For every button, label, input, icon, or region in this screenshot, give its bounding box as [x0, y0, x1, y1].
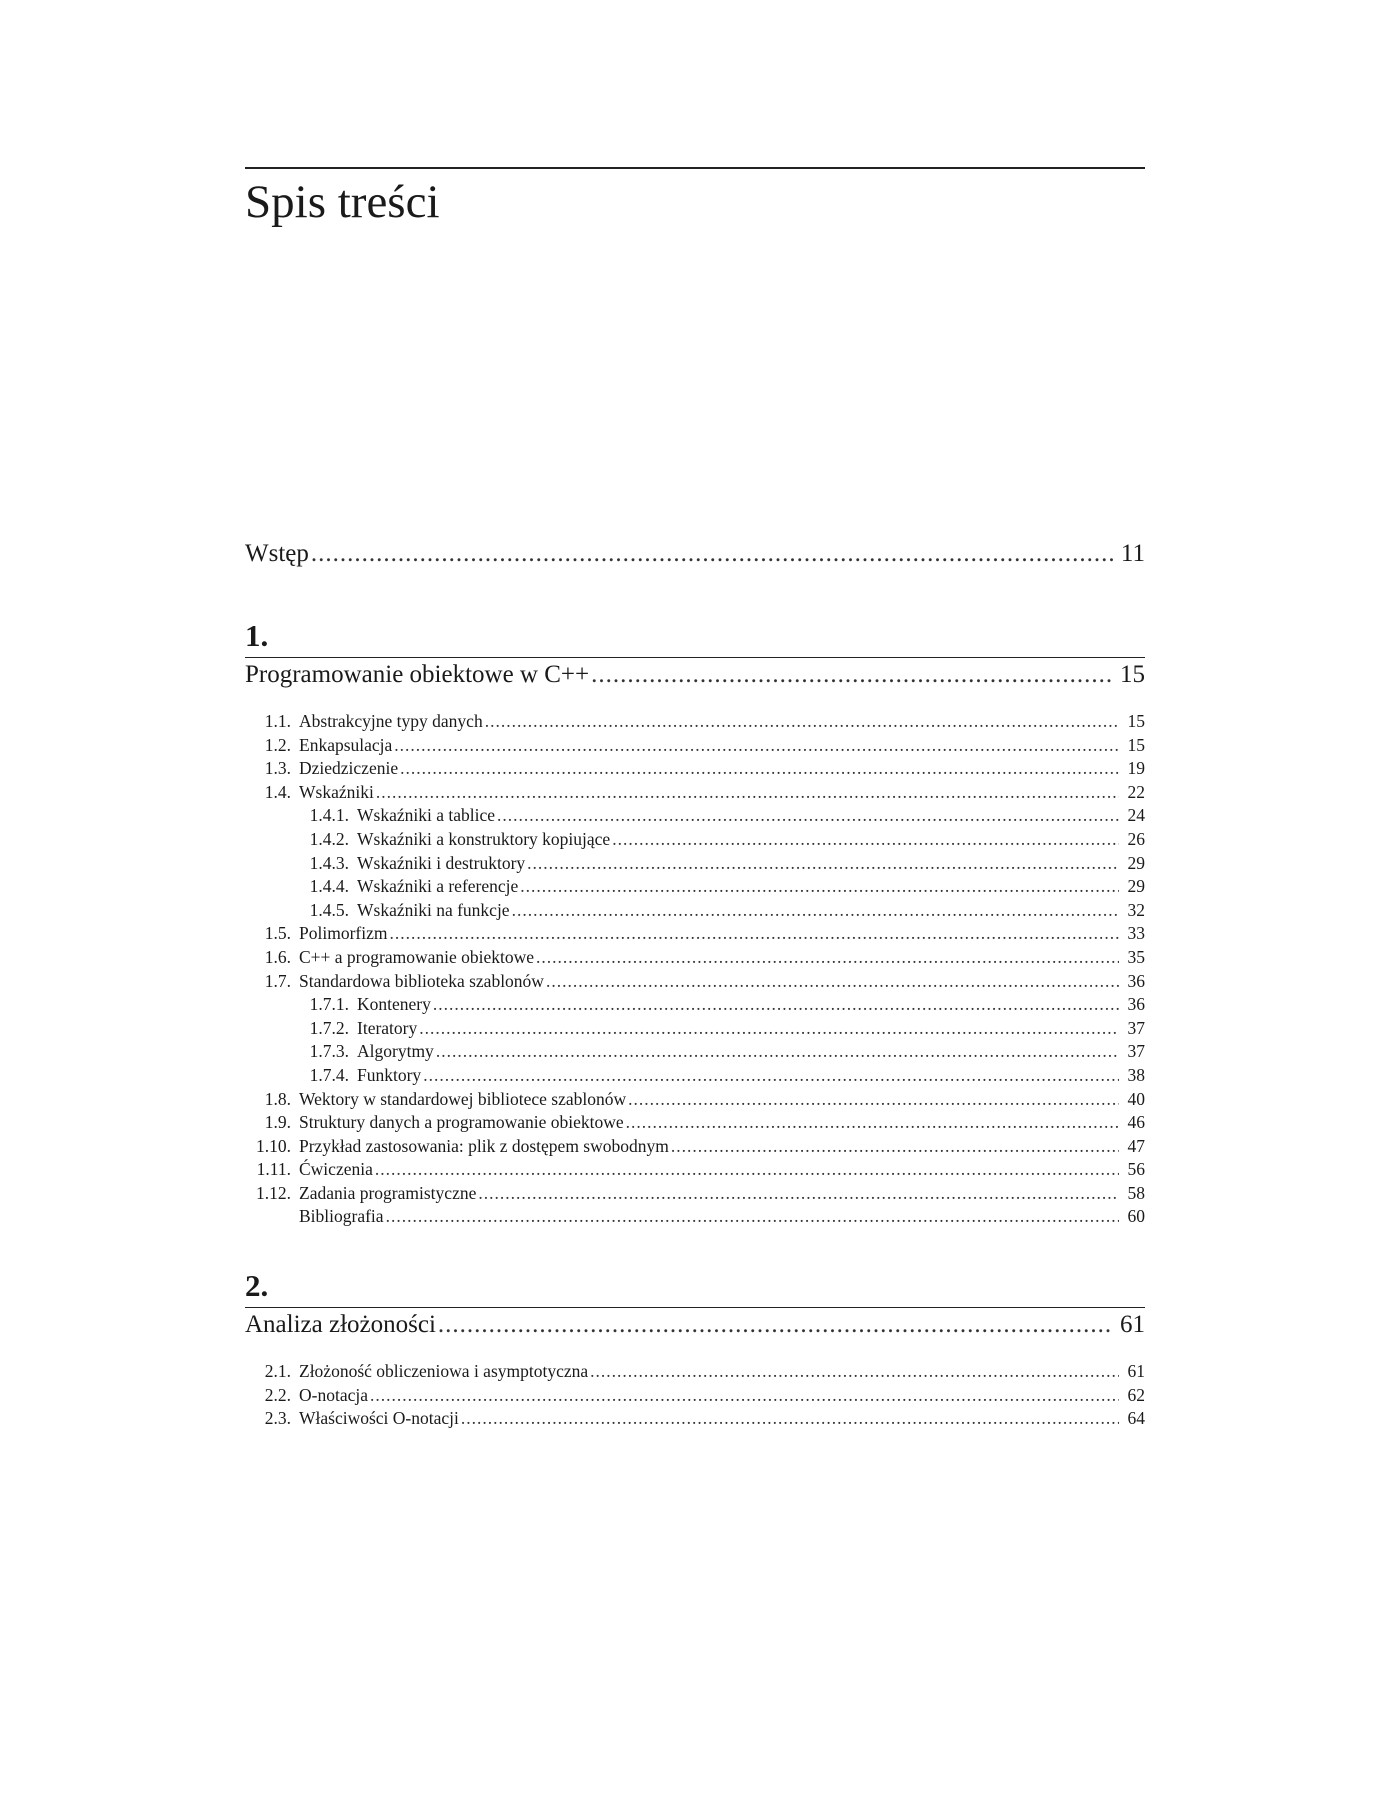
section-title: Wskaźniki a referencje	[357, 876, 519, 897]
toc-entry-bibliography[interactable]	[245, 1206, 1145, 1230]
section-title: O-notacja	[299, 1384, 368, 1405]
section-page: 56	[1127, 1159, 1145, 1180]
toc-entry-1-12[interactable]	[245, 1183, 1145, 1207]
section-page: 47	[1127, 1135, 1145, 1156]
section-title: Iteratory	[357, 1017, 418, 1038]
section-number: 1.5.	[264, 923, 291, 944]
dot-leader	[612, 829, 1119, 850]
section-number: 1.10.	[256, 1135, 291, 1156]
dot-leader	[394, 735, 1119, 756]
dot-leader	[376, 782, 1119, 803]
toc-entry-1-4-1[interactable]	[245, 805, 1145, 829]
section-number: 1.4.	[264, 781, 291, 802]
toc-entry-page: 11	[1120, 540, 1145, 567]
section-number: 1.4.4.	[309, 876, 349, 897]
section-title: Standardowa biblioteka szablonów	[299, 970, 544, 991]
toc-entry-title: Wstęp	[245, 540, 309, 567]
dot-leader	[590, 1361, 1119, 1382]
section-page: 33	[1127, 923, 1145, 944]
section-number: 2.1.	[264, 1361, 291, 1382]
section-number: 1.7.3.	[309, 1041, 349, 1062]
chapter-title-entry[interactable]	[245, 1308, 1145, 1351]
section-page: 15	[1127, 734, 1145, 755]
dot-leader	[527, 853, 1119, 874]
dot-leader	[478, 1183, 1119, 1204]
section-title: Wskaźniki	[299, 781, 374, 802]
section-number: 1.4.2.	[309, 828, 349, 849]
section-number: 2.2.	[264, 1384, 291, 1405]
toc-entry-1-4-3[interactable]	[245, 853, 1145, 877]
header-rule	[245, 167, 1145, 169]
toc-entry-1-8[interactable]	[245, 1089, 1145, 1113]
section-page: 15	[1127, 711, 1145, 731]
section-title: Przykład zastosowania: plik z dostępem swobodnym	[299, 1135, 669, 1156]
section-number: 1.7.4.	[309, 1064, 349, 1085]
section-title: Polimorfizm	[299, 923, 388, 944]
dot-leader	[628, 1089, 1119, 1110]
section-page: 26	[1127, 828, 1145, 849]
toc-entry-1-7-1[interactable]	[245, 994, 1145, 1018]
toc-entry-1-1[interactable]	[245, 711, 1145, 735]
section-number: 1.9.	[264, 1112, 291, 1133]
dot-leader	[485, 711, 1119, 732]
page-header	[245, 167, 1145, 229]
section-number: 1.7.1.	[309, 994, 349, 1015]
toc-entry-1-7-4[interactable]	[245, 1065, 1145, 1089]
section-list	[245, 1361, 1145, 1432]
section-page: 22	[1127, 781, 1145, 802]
section-number: 2.3.	[264, 1408, 291, 1429]
section-page: 29	[1127, 852, 1145, 873]
dot-leader	[389, 923, 1119, 944]
toc-entry-1-6[interactable]	[245, 947, 1145, 971]
section-title: Struktury danych a programowanie obiektowe	[299, 1112, 624, 1133]
section-page: 19	[1127, 758, 1145, 779]
toc-entry-1-3[interactable]	[245, 758, 1145, 782]
section-title: Dziedziczenie	[299, 758, 399, 779]
section-title: Właściwości O-notacji	[299, 1408, 459, 1429]
section-number: 1.11.	[256, 1159, 291, 1180]
section-number: 1.7.	[264, 970, 291, 991]
section-title: Zadania programistyczne	[299, 1182, 477, 1203]
dot-leader	[512, 900, 1119, 921]
toc-entry-1-5[interactable]	[245, 923, 1145, 947]
toc-entry-1-4-4[interactable]	[245, 876, 1145, 900]
toc-entry-1-7-2[interactable]	[245, 1018, 1145, 1042]
dot-leader	[626, 1112, 1119, 1133]
chapter-number: 2.	[245, 1268, 269, 1304]
chapter-page: 15	[1120, 661, 1145, 688]
dot-leader	[419, 1018, 1119, 1039]
toc-entry-1-4-5[interactable]	[245, 900, 1145, 924]
dot-leader	[400, 758, 1119, 779]
section-title: Funktory	[357, 1064, 422, 1085]
section-number: 1.6.	[264, 946, 291, 967]
toc-entry-2-1[interactable]	[245, 1361, 1145, 1385]
dot-leader	[436, 1041, 1119, 1062]
section-number: 1.1.	[264, 711, 291, 731]
dot-leader	[423, 1065, 1119, 1086]
section-title: Bibliografia	[299, 1206, 384, 1227]
toc-entry-1-10[interactable]	[245, 1136, 1145, 1160]
section-title: Ćwiczenia	[299, 1159, 373, 1180]
section-title: Kontenery	[357, 994, 431, 1015]
dot-leader	[461, 1408, 1119, 1429]
chapter-title-entry[interactable]	[245, 658, 1145, 701]
section-page: 40	[1127, 1088, 1145, 1109]
dot-leader	[546, 971, 1119, 992]
toc-entry-1-7[interactable]	[245, 971, 1145, 995]
toc-entry-2-3[interactable]	[245, 1408, 1145, 1432]
toc-entry-1-7-3[interactable]	[245, 1041, 1145, 1065]
dot-leader	[433, 994, 1119, 1015]
toc-entry-1-2[interactable]	[245, 735, 1145, 759]
section-number: 1.7.2.	[309, 1017, 349, 1038]
chapter-title: Analiza złożoności	[245, 1311, 436, 1339]
section-page: 29	[1127, 876, 1145, 897]
page-title: Spis treści	[245, 176, 440, 228]
dot-leader	[536, 947, 1119, 968]
section-page: 37	[1127, 1017, 1145, 1038]
section-list	[245, 711, 1145, 1230]
section-page: 36	[1127, 994, 1145, 1015]
toc-entry-1-11[interactable]	[245, 1159, 1145, 1183]
table-of-contents	[245, 540, 1145, 1432]
section-page: 60	[1127, 1206, 1145, 1227]
toc-entry-1-9[interactable]	[245, 1112, 1145, 1136]
chapter-2	[245, 1270, 1145, 1432]
section-page: 64	[1127, 1408, 1145, 1429]
section-page: 35	[1127, 946, 1145, 967]
section-page: 37	[1127, 1041, 1145, 1062]
section-page: 58	[1127, 1182, 1145, 1203]
dot-leader	[375, 1159, 1119, 1180]
chapter-title: Programowanie obiektowe w C++	[245, 661, 590, 688]
toc-entry-intro[interactable]	[245, 540, 1145, 580]
section-number: 1.3.	[264, 758, 291, 779]
section-page: 36	[1127, 970, 1145, 991]
dot-leader	[671, 1136, 1119, 1157]
section-title: Wskaźniki i destruktory	[357, 852, 526, 873]
dot-leader	[591, 661, 1113, 689]
section-page: 62	[1127, 1384, 1145, 1405]
section-title: Enkapsulacja	[299, 734, 393, 755]
section-title: Złożoność obliczeniowa i asymptotyczna	[299, 1361, 589, 1382]
section-page: 61	[1127, 1361, 1145, 1382]
chapter-1	[245, 620, 1145, 1230]
chapter-number: 1.	[245, 618, 269, 653]
section-title: Abstrakcyjne typy danych	[299, 711, 483, 731]
section-page: 46	[1127, 1112, 1145, 1133]
chapter-page: 61	[1120, 1311, 1145, 1339]
section-number: 1.12.	[256, 1182, 291, 1203]
section-title: Wskaźniki a konstruktory kopiujące	[357, 828, 611, 849]
section-title: Wektory w standardowej bibliotece szablonów	[299, 1088, 627, 1109]
section-number: 1.8.	[264, 1088, 291, 1109]
section-page: 32	[1127, 899, 1145, 920]
section-number: 1.2.	[264, 734, 291, 755]
section-title: Algorytmy	[357, 1041, 434, 1062]
dot-leader	[311, 540, 1113, 568]
section-number: 1.4.1.	[309, 805, 349, 826]
section-page: 38	[1127, 1064, 1145, 1085]
toc-entry-2-2[interactable]	[245, 1385, 1145, 1409]
toc-entry-1-4-2[interactable]	[245, 829, 1145, 853]
section-title: Wskaźniki a tablice	[357, 805, 495, 826]
dot-leader	[497, 805, 1119, 826]
section-page: 24	[1127, 805, 1145, 826]
section-number: 1.4.3.	[309, 852, 349, 873]
dot-leader	[438, 1311, 1113, 1339]
section-title: C++ a programowanie obiektowe	[299, 946, 535, 967]
section-title: Wskaźniki na funkcje	[357, 899, 510, 920]
dot-leader	[520, 876, 1119, 897]
dot-leader	[370, 1385, 1119, 1406]
section-number: 1.4.5.	[309, 899, 349, 920]
dot-leader	[386, 1206, 1119, 1227]
toc-entry-1-4[interactable]	[245, 782, 1145, 806]
